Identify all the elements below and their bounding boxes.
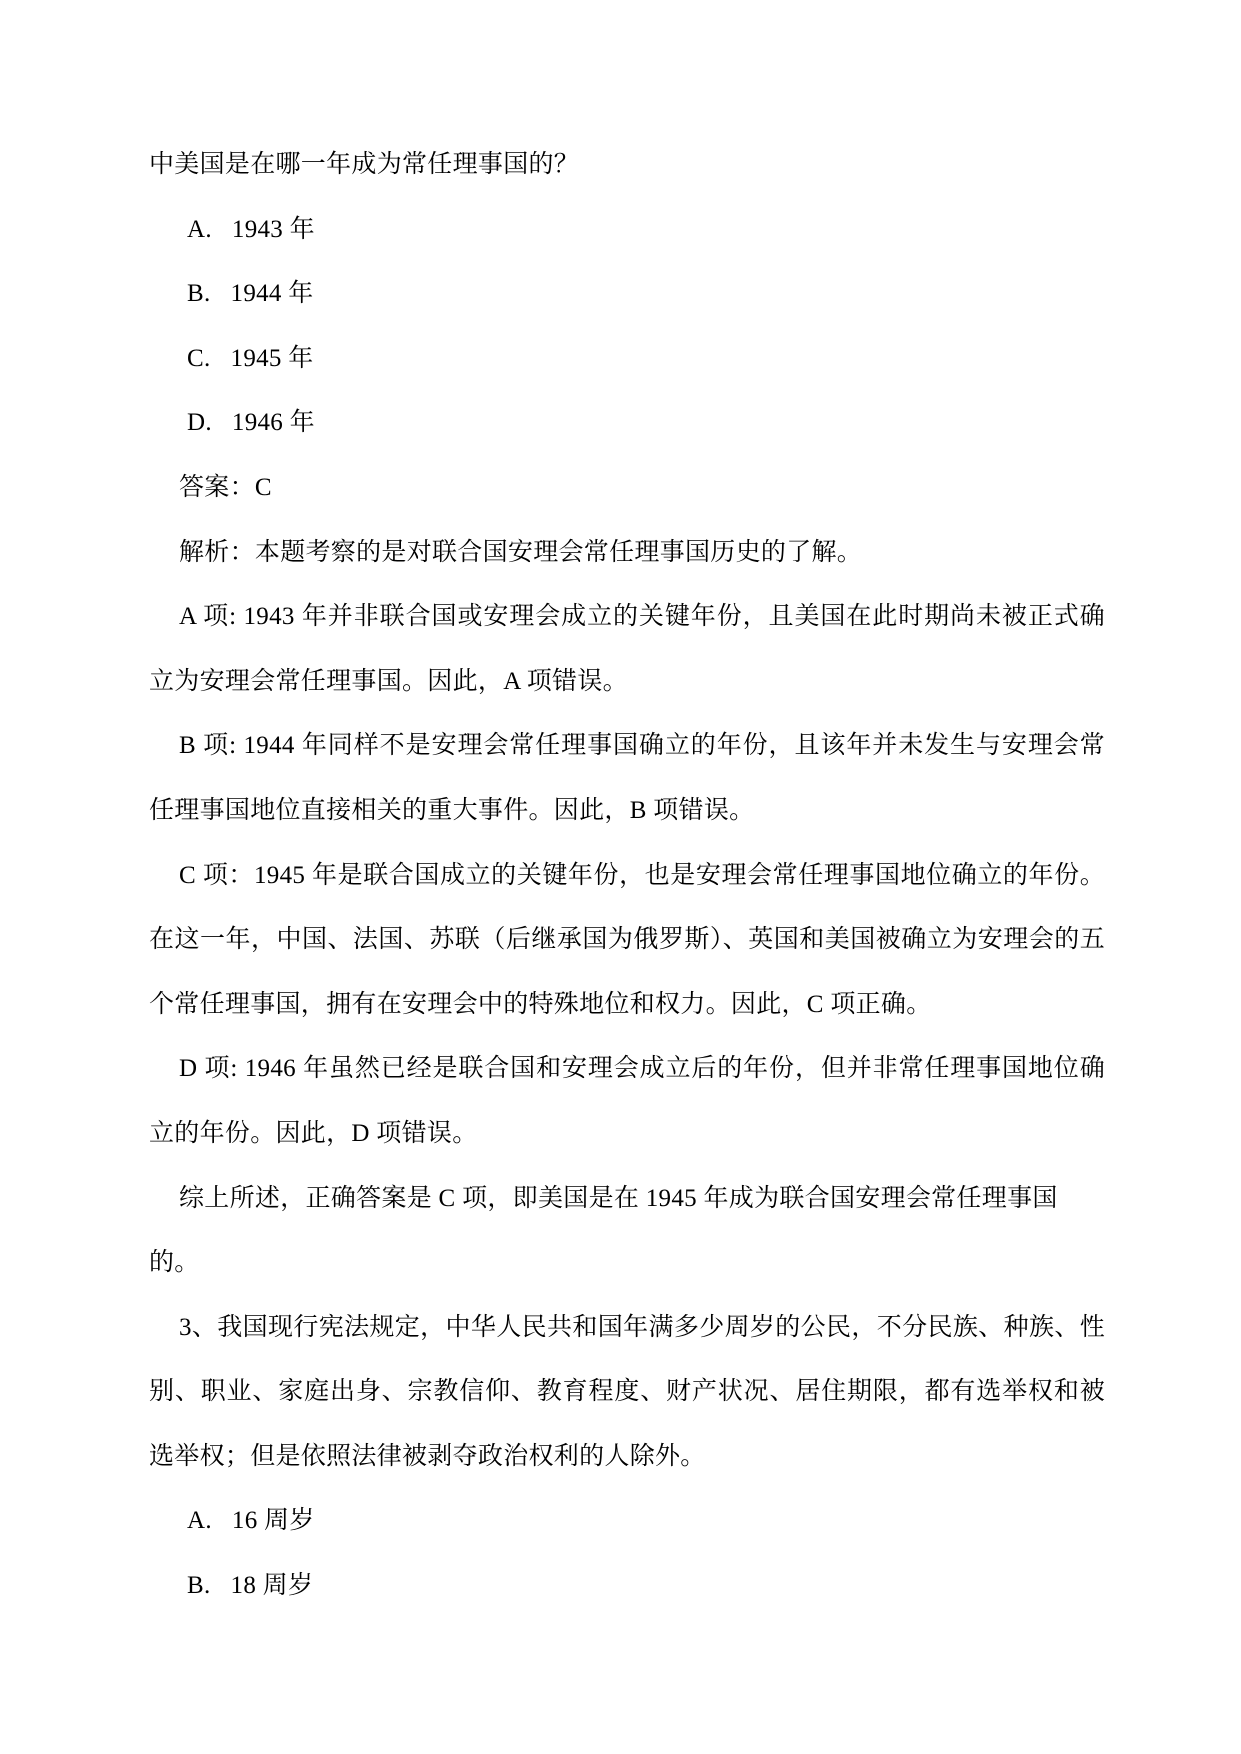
option-b-label: B.	[187, 1572, 211, 1600]
question-3-option-b	[149, 1554, 1105, 1619]
option-a-text: 16 周岁	[231, 1507, 315, 1535]
question-2-tail: 中美国是在哪一年成为常任理事国的？	[149, 151, 580, 178]
analysis-option-a: A 项: 1943 年并非联合国或安理会成立的关键年份，且美国在此时期尚未被正式确立为安理会常任理事国。因此，A 项错误。	[149, 603, 1105, 695]
question-2-option-a	[149, 198, 1105, 263]
option-b-text: 18 周岁	[230, 1572, 314, 1600]
option-d-label: D.	[187, 409, 212, 437]
answer-line: 答案：C	[179, 473, 272, 501]
option-a-text: 1943 年	[231, 215, 315, 243]
option-d-text: 1946 年	[231, 409, 315, 437]
analysis-option-b: B 项: 1944 年同样不是安理会常任理事国确立的年份，且该年并未发生与安理会常任理事国地位直接相关的重大事件。因此，B 项错误。	[149, 732, 1105, 824]
option-c-label: C.	[187, 344, 211, 372]
analysis-option-c: C 项：1945 年是联合国成立的关键年份，也是安理会常任理事国地位确立的年份。在这一年，中国、法国、苏联（后继承国为俄罗斯）、英国和美国被确立为安理会的五个常任理事国，拥有在安理会中的特殊地位和权力。因此，C 项正确。	[149, 861, 1105, 1018]
option-c-text: 1945 年	[230, 344, 314, 372]
question-3-stem: 3、我国现行宪法规定，中华人民共和国年满多少周岁的公民，不分民族、种族、性别、职业、家庭出身、宗教信仰、教育程度、财产状况、居住期限，都有选举权和被选举权；但是依照法律被剥夺政治权利的人除外。	[149, 1313, 1105, 1470]
option-b-text: 1944 年	[230, 280, 314, 308]
question-2-option-c	[149, 327, 1105, 392]
question-3-option-a	[149, 1489, 1105, 1554]
analysis-option-d: D 项: 1946 年虽然已经是联合国和安理会成立后的年份，但并非常任理事国地位确立的年份。因此，D 项错误。	[149, 1055, 1105, 1147]
option-a-label: A.	[187, 1507, 212, 1535]
question-2-option-b	[149, 262, 1105, 327]
question-2-option-d	[149, 391, 1105, 456]
option-b-label: B.	[187, 280, 211, 308]
analysis-heading: 解析：本题考察的是对联合国安理会常任理事国历史的了解。	[179, 538, 863, 566]
option-a-label: A.	[187, 215, 212, 243]
analysis-conclusion: 综上所述，正确答案是 C 项，即美国是在 1945 年成为联合国安理会常任理事国的。	[149, 1184, 1058, 1277]
